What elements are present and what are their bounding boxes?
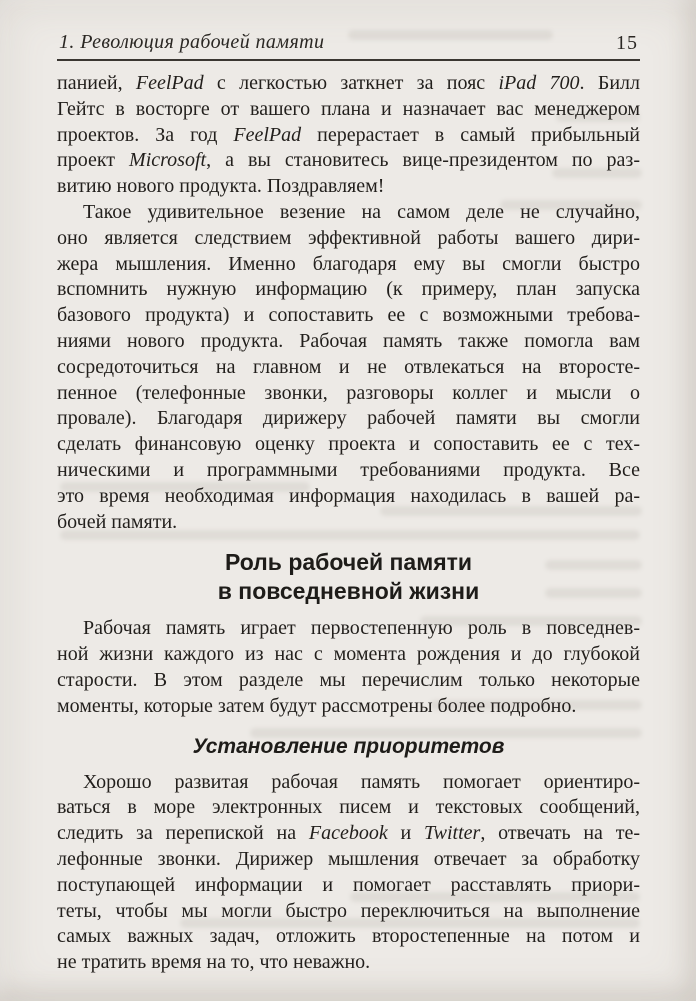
text-line: [57, 355, 640, 381]
section-heading: [57, 548, 640, 606]
text-run: провале). Благодаря дирижеру рабочей памяти вы смогли: [57, 407, 640, 430]
text-line: [57, 484, 640, 510]
text-run: ниями нового продукта. Рабочая память также помогла вам: [57, 329, 640, 352]
text-run: оно является следствием эффективной работы вашего дири-: [57, 226, 640, 249]
text-run: проектов. За год: [57, 123, 234, 146]
paragraph: [57, 200, 640, 535]
text-run: и: [387, 822, 424, 845]
text-line: [57, 226, 640, 252]
text-run: Рабочая память играет первостепенную роль в повседнев-: [83, 617, 640, 640]
text-run: перерастает в самый прибыльный: [301, 123, 640, 146]
text-run: сосредоточиться на главном и не отвлекаться на второсте-: [57, 355, 640, 378]
text-run: пенное (телефонные звонки, разговоры коллег и мысли о: [57, 381, 640, 404]
text-line: [57, 123, 640, 149]
text-run: не тратить время на то, что неважно.: [57, 951, 371, 974]
text-line: [57, 924, 640, 950]
text-line: [57, 950, 640, 976]
text-line: [57, 847, 640, 873]
text-line: [57, 97, 640, 123]
text-run: ническими и программными требованиями продукта. Все: [57, 458, 640, 481]
text-line: [57, 899, 640, 925]
paragraph: [57, 770, 640, 976]
text-run: вспомнить нужную информацию (к примеру, план запуска: [57, 278, 640, 301]
italic-run: FeelPad: [135, 72, 204, 94]
text-line: [57, 71, 640, 97]
paragraph: [57, 71, 640, 200]
italic-run: Twitter: [424, 822, 481, 845]
text-run: ваться в море электронных писем и текстовых сообщений,: [57, 796, 640, 819]
heading-line: Установление приоритетов: [192, 734, 505, 758]
text-line: [57, 642, 640, 668]
italic-run: Microsoft: [129, 149, 207, 172]
subsection-heading: [57, 734, 640, 760]
text-line: [57, 821, 640, 847]
text-line: [57, 668, 640, 694]
text-run: базового продукта) и сопоставить ее с возможными требова-: [57, 304, 640, 327]
text-line: [57, 694, 640, 720]
text-line: [57, 432, 640, 458]
text-line: [57, 795, 640, 821]
text-run: Гейтс в восторге от вашего плана и назначает вас менеджером: [57, 97, 640, 120]
text-line: [57, 277, 640, 303]
text-run: Такое удивительное везение на самом деле не случайно,: [83, 200, 640, 223]
heading-line: Роль рабочей памяти: [224, 549, 473, 576]
text-run: это время необходимая информация находилась в вашей ра-: [57, 484, 640, 507]
text-run: бочей памяти.: [57, 510, 178, 533]
text-run: лефонные звонки. Дирижер мышления отвечает за обработку: [57, 847, 640, 870]
text-run: жера мышления. Именно благодаря ему вы смогли быстро: [57, 252, 640, 275]
text-run: витию нового продукта. Поздравляем!: [57, 175, 385, 198]
page-body: [57, 71, 640, 976]
italic-run: iPad 700: [498, 72, 580, 94]
text-line: [57, 329, 640, 355]
text-run: Хорошо развитая рабочая память помогает ориентиро-: [83, 770, 640, 793]
running-header: [57, 30, 640, 61]
text-run: ной жизни каждого из нас с момента рождения и до глубокой: [57, 643, 640, 666]
text-line: [57, 616, 640, 642]
text-run: проект: [57, 149, 130, 172]
text-run: поступающей информации и помогает расставлять приори-: [57, 873, 640, 896]
text-run: моменты, которые затем будут рассмотрены более подробно.: [57, 694, 577, 717]
text-line: [57, 252, 640, 278]
text-run: , а вы становитесь вице-президентом по раз-: [206, 149, 640, 172]
text-line: [57, 873, 640, 899]
text-run: , отвечать на те-: [480, 822, 640, 845]
italic-run: Facebook: [308, 822, 388, 845]
text-line: [57, 200, 640, 226]
text-run: сделать финансовую оценку проекта и сопоставить ее с тех-: [57, 433, 640, 456]
heading-line: в повседневной жизни: [217, 578, 480, 605]
text-line: [57, 174, 640, 200]
text-line: [57, 148, 640, 174]
text-line: [57, 303, 640, 329]
text-line: [57, 510, 640, 536]
text-run: теты, чтобы мы могли быстро переключиться на выполнение: [57, 899, 640, 922]
text-run: с легкостью заткнет за пояс: [203, 72, 499, 94]
chapter-title: 1. Революция рабочей памяти: [59, 31, 325, 53]
text-run: . Билл: [579, 72, 640, 94]
page-number: 15: [616, 32, 638, 54]
text-run: самых важных задач, отложить второстепенные на потом и: [57, 925, 640, 948]
text-line: [57, 381, 640, 407]
text-line: [57, 458, 640, 484]
italic-run: FeelPad: [233, 123, 302, 146]
paragraph: [57, 616, 640, 719]
text-run: панией,: [57, 72, 136, 94]
text-line: [57, 770, 640, 796]
text-run: следить за перепиской на: [57, 822, 309, 845]
text-line: [57, 406, 640, 432]
text-run: старости. В этом разделе мы перечислим только некоторые: [57, 668, 640, 691]
